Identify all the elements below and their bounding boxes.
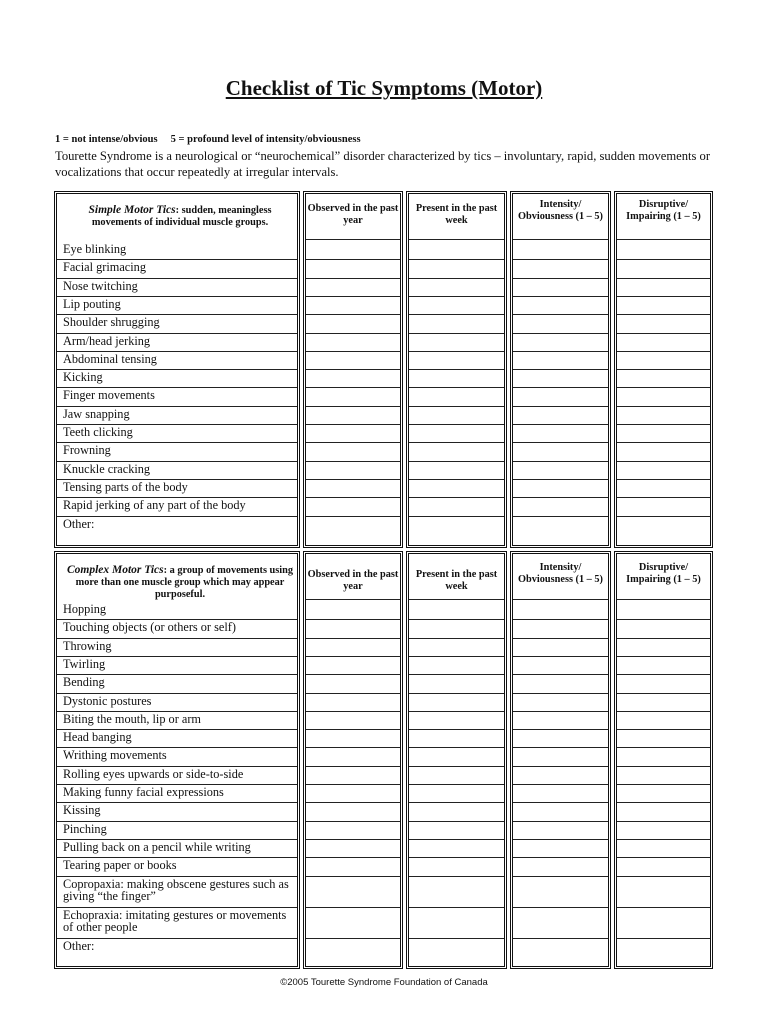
answer-cell-divider [617, 766, 710, 767]
answer-cell-divider [409, 424, 504, 425]
answer-cell-divider [409, 278, 504, 279]
answer-cell-divider [617, 351, 710, 352]
col-observed-heading-2: Observed in the past year [307, 569, 399, 592]
checklist-item: Rolling eyes upwards or side-to-side [63, 766, 244, 781]
checklist-item: Other: [63, 938, 95, 953]
answer-cell-divider [513, 259, 608, 260]
answer-cell-divider [513, 693, 608, 694]
answer-cell-divider [306, 802, 400, 803]
answer-cell-divider [617, 839, 710, 840]
answer-cell-divider [617, 802, 710, 803]
answer-cell-divider [409, 656, 504, 657]
answer-cell-divider [617, 333, 710, 334]
checklist-item: Tearing paper or books [63, 858, 177, 873]
complex-items-column [54, 551, 300, 969]
simple-items-column [54, 191, 300, 548]
answer-cell-divider [306, 516, 400, 517]
answer-cell-divider [306, 424, 400, 425]
answer-cell-divider [617, 461, 710, 462]
answer-cell-divider [306, 711, 400, 712]
answer-cell-divider [306, 387, 400, 388]
col-disruptive-heading-2: Disruptive/ Impairing (1 – 5) [626, 562, 701, 585]
checklist-item: Kicking [63, 370, 103, 385]
answer-cell-divider [617, 479, 710, 480]
checklist-item: Kissing [63, 803, 101, 818]
answer-cell-divider [409, 638, 504, 639]
answer-cell-divider [513, 821, 608, 822]
answer-cell-divider [306, 442, 400, 443]
answer-cell-divider [306, 839, 400, 840]
answer-cell-divider [513, 938, 608, 939]
answer-cell-divider [409, 821, 504, 822]
answer-cell-divider [306, 479, 400, 480]
answer-cell-divider [306, 461, 400, 462]
complex-section-heading [63, 564, 297, 601]
checklist-item: Throwing [63, 638, 112, 653]
answer-cell-divider [409, 442, 504, 443]
answer-cell-divider [409, 314, 504, 315]
simple-heading-italic: Simple Motor Tics [88, 204, 176, 216]
answer-cell-divider [617, 296, 710, 297]
answer-cell-divider [409, 461, 504, 462]
answer-cell-divider [513, 802, 608, 803]
col-intensity[interactable] [510, 191, 611, 548]
checklist-item: Arm/head jerking [63, 333, 151, 348]
col-observed-past-year[interactable] [303, 191, 403, 548]
checklist-item: Pulling back on a pencil while writing [63, 839, 251, 854]
copyright-footer: ©2005 Tourette Syndrome Foundation of Canada [280, 977, 488, 988]
complex-heading-italic: Complex Motor Tics [66, 564, 164, 576]
answer-cell-divider [513, 876, 608, 877]
answer-cell-divider [513, 638, 608, 639]
intro-text: Tourette Syndrome is a neurological or “neurochemical” disorder characterized by tics – involuntary, rapid, sudden movements or vocalizations that occur repeatedly at irregular intervals. [55, 149, 711, 179]
answer-cell-divider [409, 839, 504, 840]
checklist-item: Touching objects (or others or self) [63, 620, 236, 635]
checklist-item: Knuckle cracking [63, 461, 151, 476]
answer-cell-divider [306, 938, 400, 939]
answer-cell-divider [409, 619, 504, 620]
answer-cell-divider [306, 656, 400, 657]
answer-cell-divider [409, 907, 504, 908]
answer-cell-divider [513, 784, 608, 785]
answer-cell-divider [513, 314, 608, 315]
checklist-item: Bending [63, 675, 105, 690]
checklist-item: Lip pouting [63, 296, 121, 311]
answer-cell-divider [513, 711, 608, 712]
answer-cell-divider [513, 278, 608, 279]
simple-heading-rest: : sudden, meaningless movements of individual muscle groups. [91, 205, 272, 228]
answer-cell-divider [513, 857, 608, 858]
checklist-item: Echopraxia: imitating gestures or movements of other people [63, 907, 287, 934]
answer-cell-divider [513, 461, 608, 462]
checklist-item: Tensing parts of the body [63, 479, 188, 494]
checklist-item: Jaw snapping [63, 406, 130, 421]
answer-cell-divider [409, 406, 504, 407]
answer-cell-divider [409, 802, 504, 803]
answer-cell-divider [513, 619, 608, 620]
answer-cell-divider [306, 599, 400, 600]
answer-cell-divider [513, 239, 608, 240]
answer-cell-divider [513, 333, 608, 334]
answer-cell-divider [617, 497, 710, 498]
answer-cell-divider [617, 239, 710, 240]
answer-cell-divider [306, 239, 400, 240]
checklist-item: Copropaxia: making obscene gestures such as giving “the finger” [63, 876, 289, 903]
answer-cell-divider [306, 296, 400, 297]
answer-cell-divider [306, 907, 400, 908]
answer-cell-divider [409, 938, 504, 939]
col-intensity-heading: Intensity/ Obviousness (1 – 5) [518, 199, 603, 222]
answer-cell-divider [306, 674, 400, 675]
answer-cell-divider [513, 424, 608, 425]
checklist-item: Dystonic postures [63, 693, 152, 708]
col-disruptive[interactable] [614, 191, 713, 548]
answer-cell-divider [513, 369, 608, 370]
col-intensity-heading-2: Intensity/ Obviousness (1 – 5) [518, 562, 603, 585]
answer-cell-divider [306, 638, 400, 639]
col-disruptive-2[interactable] [614, 551, 713, 969]
checklist-item: Hopping [63, 602, 107, 616]
answer-cell-divider [617, 259, 710, 260]
answer-cell-divider [409, 369, 504, 370]
answer-cell-divider [617, 424, 710, 425]
answer-cell-divider [409, 387, 504, 388]
answer-cell-divider [617, 442, 710, 443]
answer-cell-divider [617, 314, 710, 315]
answer-cell-divider [513, 296, 608, 297]
checklist-item: Abdominal tensing [63, 351, 157, 366]
answer-cell-divider [306, 857, 400, 858]
checklist-item: Facial grimacing [63, 260, 146, 275]
answer-cell-divider [513, 907, 608, 908]
answer-cell-divider [617, 619, 710, 620]
answer-cell-divider [617, 747, 710, 748]
checklist-item: Teeth clicking [63, 425, 133, 439]
answer-cell-divider [513, 729, 608, 730]
answer-cell-divider [409, 479, 504, 480]
answer-cell-divider [306, 351, 400, 352]
answer-cell-divider [617, 784, 710, 785]
answer-cell-divider [617, 693, 710, 694]
col-observed-past-year-2[interactable] [303, 551, 403, 969]
answer-cell-divider [617, 729, 710, 730]
col-observed-heading: Observed in the past year [307, 203, 399, 226]
col-intensity-2[interactable] [510, 551, 611, 969]
checklist-item: Rapid jerking of any part of the body [63, 498, 246, 513]
answer-cell-divider [409, 599, 504, 600]
answer-cell-divider [617, 516, 710, 517]
col-present-past-week-2[interactable] [406, 551, 507, 969]
answer-cell-divider [513, 351, 608, 352]
answer-cell-divider [617, 711, 710, 712]
checklist-item: Shoulder shrugging [63, 315, 160, 330]
answer-cell-divider [409, 711, 504, 712]
answer-cell-divider [306, 766, 400, 767]
answer-cell-divider [513, 497, 608, 498]
answer-cell-divider [306, 784, 400, 785]
answer-cell-divider [617, 406, 710, 407]
answer-cell-divider [617, 656, 710, 657]
answer-cell-divider [409, 351, 504, 352]
answer-cell-divider [306, 619, 400, 620]
rating-scale-note: 1 = not intense/obvious 5 = profound level of intensity/obviousness [55, 134, 361, 145]
answer-cell-divider [409, 747, 504, 748]
simple-section-heading [63, 204, 297, 229]
answer-cell-divider [617, 599, 710, 600]
answer-cell-divider [617, 821, 710, 822]
answer-cell-divider [306, 278, 400, 279]
checklist-item: Nose twitching [63, 278, 138, 293]
col-disruptive-heading: Disruptive/ Impairing (1 – 5) [626, 199, 701, 222]
answer-cell-divider [409, 497, 504, 498]
checklist-item: Making funny facial expressions [63, 785, 224, 799]
answer-cell-divider [409, 516, 504, 517]
answer-cell-divider [513, 656, 608, 657]
answer-cell-divider [617, 938, 710, 939]
checklist-item: Head banging [63, 730, 132, 745]
answer-cell-divider [409, 729, 504, 730]
answer-cell-divider [306, 821, 400, 822]
answer-cell-divider [513, 516, 608, 517]
answer-cell-divider [306, 876, 400, 877]
answer-cell-divider [409, 857, 504, 858]
answer-cell-divider [306, 333, 400, 334]
col-present-past-week[interactable] [406, 191, 507, 548]
answer-cell-divider [617, 278, 710, 279]
checklist-item: Writhing movements [63, 748, 167, 763]
answer-cell-divider [513, 406, 608, 407]
answer-cell-divider [306, 406, 400, 407]
answer-cell-divider [409, 333, 504, 334]
answer-cell-divider [409, 693, 504, 694]
answer-cell-divider [409, 674, 504, 675]
checklist-item: Other: [63, 516, 95, 531]
answer-cell-divider [617, 907, 710, 908]
answer-cell-divider [617, 674, 710, 675]
answer-cell-divider [409, 259, 504, 260]
answer-cell-divider [617, 387, 710, 388]
answer-cell-divider [513, 442, 608, 443]
answer-cell-divider [306, 747, 400, 748]
answer-cell-divider [306, 693, 400, 694]
answer-cell-divider [513, 674, 608, 675]
answer-cell-divider [513, 839, 608, 840]
answer-cell-divider [617, 876, 710, 877]
answer-cell-divider [617, 369, 710, 370]
checklist-item: Pinching [63, 821, 107, 836]
answer-cell-divider [513, 479, 608, 480]
answer-cell-divider [513, 387, 608, 388]
answer-cell-divider [513, 766, 608, 767]
answer-cell-divider [306, 729, 400, 730]
answer-cell-divider [306, 259, 400, 260]
page-title: Checklist of Tic Symptoms (Motor) [225, 76, 543, 100]
answer-cell-divider [617, 638, 710, 639]
answer-cell-divider [306, 369, 400, 370]
checklist-item: Twirling [63, 656, 106, 671]
answer-cell-divider [409, 876, 504, 877]
answer-cell-divider [306, 314, 400, 315]
col-present-heading-2: Present in the past week [415, 569, 498, 592]
col-present-heading: Present in the past week [415, 203, 498, 226]
answer-cell-divider [409, 239, 504, 240]
complex-heading-rest: : a group of movements using more than one muscle group which may appear purposeful. [75, 565, 294, 600]
answer-cell-divider [409, 766, 504, 767]
answer-cell-divider [513, 599, 608, 600]
answer-cell-divider [513, 747, 608, 748]
answer-cell-divider [409, 784, 504, 785]
answer-cell-divider [409, 296, 504, 297]
checklist-item: Finger movements [63, 388, 155, 403]
checklist-item: Frowning [63, 443, 111, 458]
checklist-item: Biting the mouth, lip or arm [63, 711, 201, 726]
checklist-item: Eye blinking [63, 242, 127, 256]
answer-cell-divider [306, 497, 400, 498]
answer-cell-divider [617, 857, 710, 858]
